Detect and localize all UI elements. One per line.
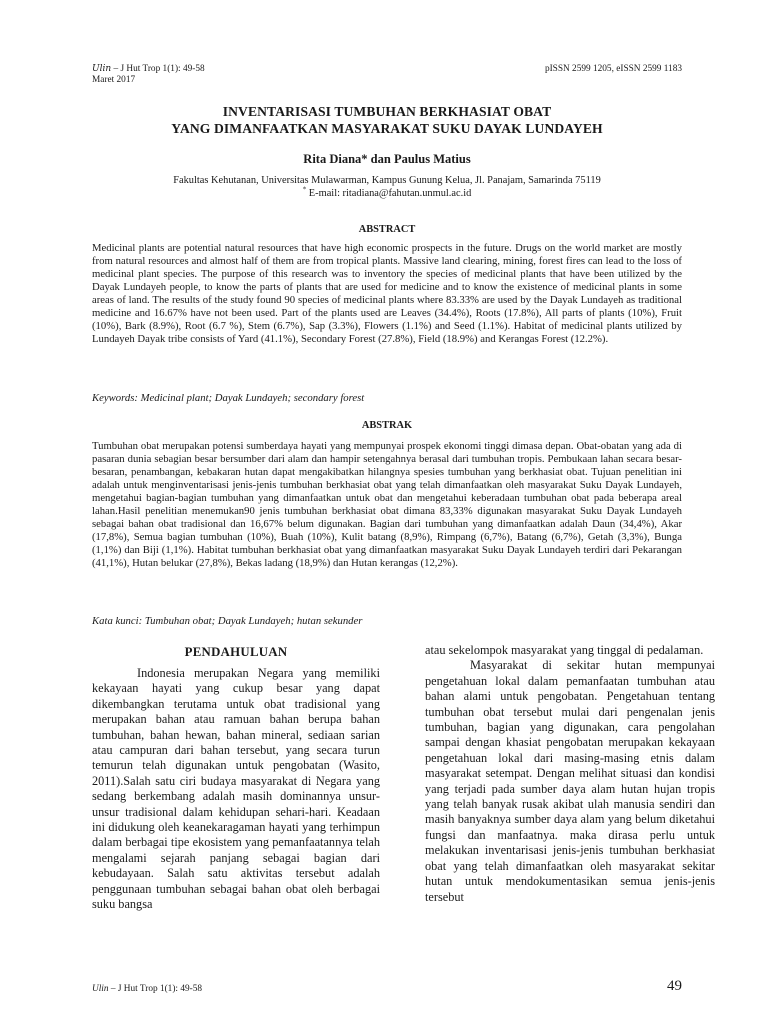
abstrak-keywords: Kata kunci: Tumbuhan obat; Dayak Lundayeh; hutan sekunder (92, 615, 363, 627)
body-paragraph: Indonesia merupakan Negara yang memiliki kekayaan hayati yang cukup besar yang dapat dikembangkan terutama untuk obat tradisional yang merupakan bahan atau ramuan bahan berupa bahan tumbuhan, bahan hewan, bahan mineral, sediaan sarian atau campuran dari bahan tersebut, yang secara turun temurun telah digunakan untuk pengobatan (Wasito, 2011).Salah satu ciri budaya masyarakat di Negara yang sedang berkembang adalah masih dominannya unsur-unsur tradisional dalam kehidupan sehari-hari. Keadaan ini didukung oleh keanekaragaman hayati yang terhimpun dalam berbagai tipe ekosistem yang pemanfaatannya telah mengalami sejarah panjang sebagai bagian dari kebudayaan. Salah satu aktivitas tersebut adalah penggunaan tumbuhan sebagai bahan obat oleh berbagai suku bangsa (92, 666, 380, 912)
email-mark: * (302, 185, 307, 194)
affiliation: Fakultas Kehutanan, Universitas Mulawarman, Kampus Gunung Kelua, Jl. Panajam, Samarinda 75119 (173, 175, 601, 186)
running-footer (92, 978, 682, 994)
abstrak-text: Tumbuhan obat merupakan potensi sumberdaya hayati yang mempunyai prospek ekonomi tinggi dimasa depan. Obat-obatan yang ada di pasaran dunia sebagian besar bersumber dari alam dan hampir setengahnya berasal dari tumbuhan tropis. Pembukaan lahan secara besar-besaran, penambangan, kebakaran hutan dapat mengakibatkan hilangnya spesies tumbuhan yang berkhasiat obat. Tujuan penelitian ini adalah untuk menginventarisasi jenis-jenis tumbuhan berkhasiat obat yang telah dimanfaatkan oleh masyarakat Suku Dayak Lundayeh, mengetahui bagian-bagian tumbuhan yang dimanfaatkan untuk obat dan mengetahui keberadaan tumbuhan obat pada beberapa areal lahan.Hasil penelitian menemukan90 jenis tumbuhan berkhasiat obat dimana 83,33% digunakan masyarakat Suku Dayak Lundayeh sebagai bahan obat tradisional dan 16,67% belum digunakan. Bagian dari tumbuhan yang dimanfaatkan adalah Daun (34,4%), Akar (17,8%), Semua bagian tumbuhan (10%), Buah (10%), Kulit batang (8,9%), Rimpang (6,7%), Batang (6,7%), Getah (3,3%), Bunga (1,1%) dan Biji (1,1%). Habitat tumbuhan berkhasiat obat yang dimanfaatkan masyarakat Suku Dayak Lundayeh terdiri dari Pekarangan (41,1%), Hutan belukar (27,8%), Bekas ladang (18,9%) dan Hutan kerangas (12,2%). (92, 440, 682, 569)
journal-logo: Ulin (92, 64, 112, 74)
abstrak-heading: ABSTRAK (361, 420, 413, 431)
abstract-text: Medicinal plants are potential natural resources that have high economic prospects in the future. Drugs on the world market are mostly from natural resources and almost half of them are from tropical plants. Massive land clearing, mining, forest fires can lead to the loss of medicinal plant species. The purpose of this research was to inventory the species of medicinal plants that have been utilized by the Dayak Lundayeh people, to know the parts of plants that are used for medicine and to know the existence of medicinal plants in some areas of land. The results of the study found 90 species of medicinal plants where 83.33% are used by the Dayak Lundayeh as traditional medicine and 16.67% have not been used. Part of the plants used are Leaves (34.4%), Roots (17.8%), All parts of plants (10%), Fruit (10%), Bark (8.9%), Root (6.7 %), Stem (6.7%), Sap (3.3%), Flowers (1.1%) and Seed (1.1%). Habitat of medicinal plants utilized by Lundayeh Dayak tribe consists of Yard (41.1%), Secondary Forest (27.8%), Field (18.9%) and Kerangas Forest (12.2%). (92, 242, 682, 345)
title-line-1: INVENTARISASI TUMBUHAN BERKHASIAT OBAT (222, 104, 552, 119)
email: E-mail: ritadiana@fahutan.unmul.ac.id (306, 188, 472, 199)
body-paragraph: Masyarakat di sekitar hutan mempunyai pengetahuan lokal dalam pemanfaatan tumbuhan atau bahan alami untuk pengobatan. Pengetahuan tentang tumbuhan obat tersebut mulai dari pengenalan jenis tumbuhan, bagian yang digunakan, cara pengolahan sampai dengan khasiat pengobatan merupakan kekayaan pengetahuan lokal dari masing-masing etnis dalam masyarakat setempat. Dengan melihat situasi dan kondisi yang terjadi pada sumber daya alam hutan hujan tropis yang telah banyak rusak akibat ulah manusia sendiri dan masih banyaknya sumber daya alam yang belum diketahui fungsi dan manfaatnya. maka dirasa perlu untuk melakukan inventarisasi jenis-jenis tumbuhan berkhasiat obat yang telah dimanfaatkan oleh masyarakat sekitar hutan untuk mendokumentasikan semua jenis-jenis tersebut (425, 658, 715, 904)
abstract-heading: ABSTRACT (358, 224, 416, 235)
issue-date: Maret 2017 (92, 75, 136, 85)
footer-journal-logo: Ulin (92, 984, 109, 994)
running-header (92, 64, 682, 86)
body-left-column (92, 666, 380, 913)
affiliation-block (92, 174, 682, 200)
issn: pISSN 2599 1205, eISSN 2599 1183 (544, 64, 682, 74)
journal-ref: – J Hut Trop 1(1): 49-58 (111, 64, 205, 74)
abstract-keywords: Keywords: Medicinal plant; Dayak Lundayeh; secondary forest (92, 392, 365, 404)
journal-citation (92, 64, 205, 86)
page-number: 49 (667, 978, 682, 994)
authors: Rita Diana* dan Paulus Matius (303, 152, 471, 166)
section-heading: PENDAHULUAN (184, 645, 288, 659)
paper-title (92, 103, 682, 137)
email-line (92, 187, 682, 200)
title-line-2: YANG DIMANFAATKAN MASYARAKAT SUKU DAYAK LUNDAYEH (171, 121, 603, 136)
body-right-column (425, 643, 715, 905)
body-paragraph-continued: atau sekelompok masyarakat yang tinggal di pedalaman. (425, 643, 704, 657)
footer-journal-ref: – J Hut Trop 1(1): 49-58 (108, 984, 203, 994)
